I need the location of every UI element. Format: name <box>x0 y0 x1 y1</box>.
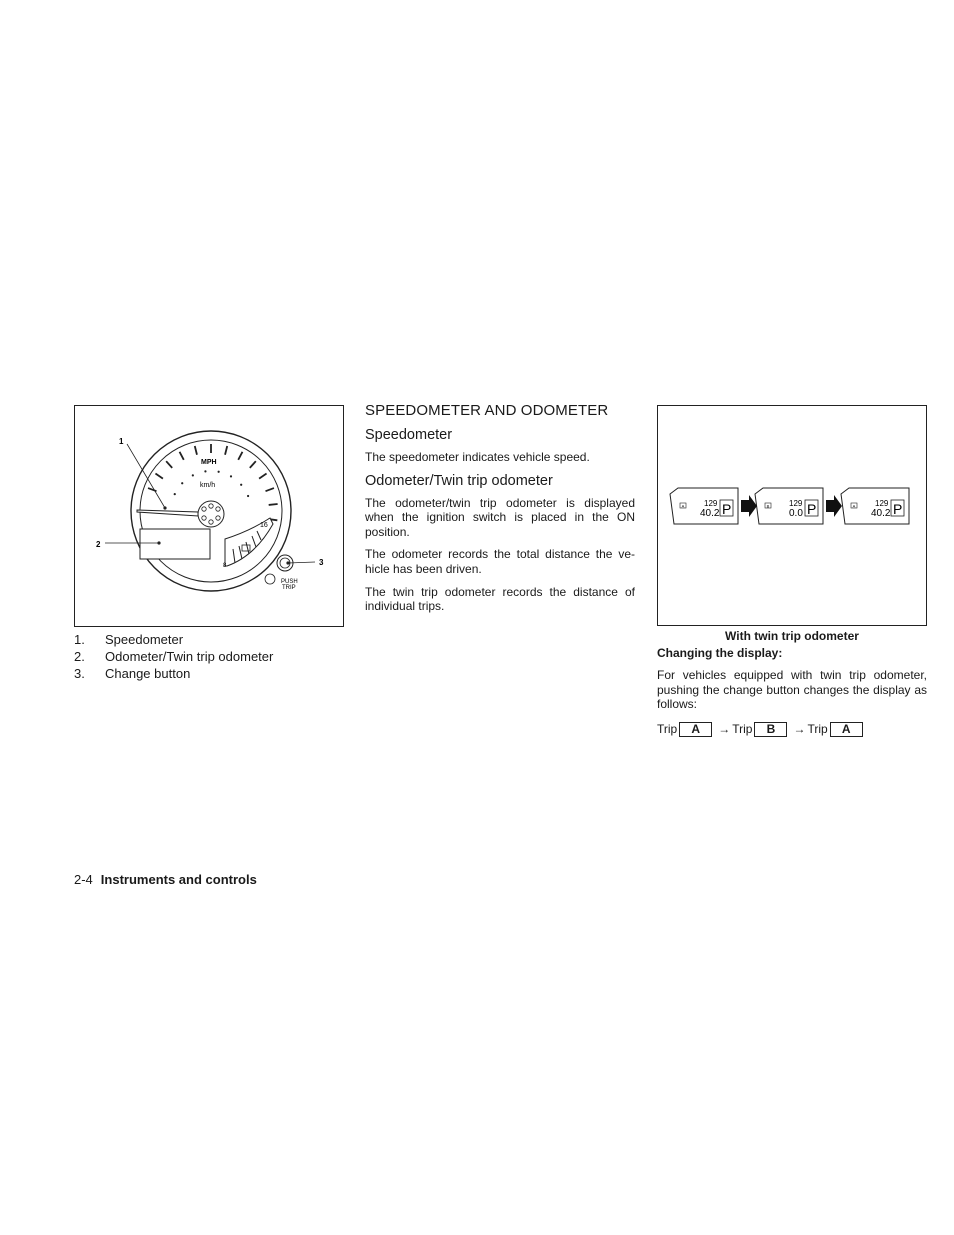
gauge-tick <box>166 461 172 468</box>
gauge-tick <box>155 474 162 479</box>
speedometer-figure <box>74 405 344 627</box>
subheading-speedometer: Speedometer <box>365 427 453 443</box>
callout-2: 2 <box>96 540 101 549</box>
mph-label: MPH <box>201 459 217 466</box>
gauge-tick <box>259 474 266 479</box>
display-top: 129 <box>875 499 889 508</box>
display-mode: A <box>852 503 856 509</box>
gauge-tick <box>269 504 278 505</box>
display-panel <box>841 488 909 524</box>
caption-item: 2. Odometer/Twin trip odometer <box>74 649 274 664</box>
gauge-tick <box>195 446 197 455</box>
caption-item: 3. Change button <box>74 666 191 681</box>
figure-caption: With twin trip odometer <box>725 629 859 643</box>
callout-1: 1 <box>119 437 124 446</box>
display-gear: P <box>893 501 903 517</box>
trip-icon <box>265 574 275 584</box>
gauge-dot <box>192 474 194 476</box>
subheading-odometer: Odometer/Twin trip odometer <box>365 472 553 489</box>
trip-a-box: A <box>830 722 863 737</box>
paragraph: The odometer/twin trip odometer is displayed when the ignition switch is placed in the ON position. <box>365 495 635 539</box>
trip-word: Trip <box>657 722 678 737</box>
gauge-tick <box>266 488 274 491</box>
speedometer-illustration <box>75 406 343 626</box>
display-bottom: 40.2 <box>871 508 891 519</box>
display-panel <box>755 488 823 524</box>
display-gear: P <box>722 501 732 517</box>
display-top: 129 <box>704 499 718 508</box>
paragraph: For vehicles equipped with twin trip odometer, pushing the change button changes the display as follows: <box>657 668 927 712</box>
change-display-section <box>657 629 927 737</box>
display-bottom: 0.0 <box>789 508 803 519</box>
trip-word: Trip <box>732 722 753 737</box>
gauge-dot <box>218 471 220 473</box>
gauge-dot <box>204 470 206 472</box>
trip-sequence <box>657 722 927 737</box>
paragraph: The twin trip odometer records the distance of individual trips. <box>365 584 635 614</box>
figure-caption-list <box>74 631 344 682</box>
gauge-dot <box>174 493 176 495</box>
display-bottom: 40.2 <box>700 508 720 519</box>
trip-b-box: B <box>754 722 787 737</box>
twin-trip-figure <box>657 405 927 626</box>
display-gear: P <box>807 501 817 517</box>
push-label: PUSH <box>281 579 298 585</box>
arrow-right-icon <box>741 495 757 517</box>
caption-item: 1. Speedometer <box>74 632 184 647</box>
gauge-dot <box>240 484 242 486</box>
display-mode: B <box>766 503 770 509</box>
gauge-tick <box>148 488 156 491</box>
arrow-right-icon <box>826 495 842 517</box>
fuel-empty-label: 8 <box>223 563 227 569</box>
gauge-dot <box>230 475 232 477</box>
section-title: SPEEDOMETER AND ODOMETER <box>365 402 609 419</box>
callout-3: 3 <box>319 558 324 567</box>
gauge-tick <box>238 452 242 460</box>
trip-word: Trip <box>807 722 828 737</box>
display-panel <box>670 488 738 524</box>
section-body <box>365 402 635 622</box>
paragraph: The speedometer indicates vehicle speed. <box>365 450 590 464</box>
kmh-label: km/h <box>200 482 216 489</box>
paragraph: The odometer records the total distance the ve-hicle has been driven. <box>365 547 635 576</box>
gauge-tick <box>250 461 256 468</box>
fuel-full-label: 16 <box>260 522 268 529</box>
twin-trip-illustration <box>658 406 926 625</box>
change-heading: Changing the display: <box>657 646 783 660</box>
display-mode: A <box>681 503 685 509</box>
arrow-icon: → <box>793 722 806 737</box>
display-top: 129 <box>789 499 803 508</box>
page-number: 2-4 <box>74 872 93 887</box>
page-footer <box>74 872 257 887</box>
trip-label: TRIP <box>282 585 296 591</box>
gauge-tick <box>180 452 184 460</box>
arrow-icon: → <box>718 722 731 737</box>
trip-a-box: A <box>679 722 712 737</box>
gauge-dot <box>181 482 183 484</box>
footer-section: Instruments and controls <box>100 872 257 887</box>
gauge-tick <box>225 446 227 455</box>
gauge-dot <box>247 495 249 497</box>
